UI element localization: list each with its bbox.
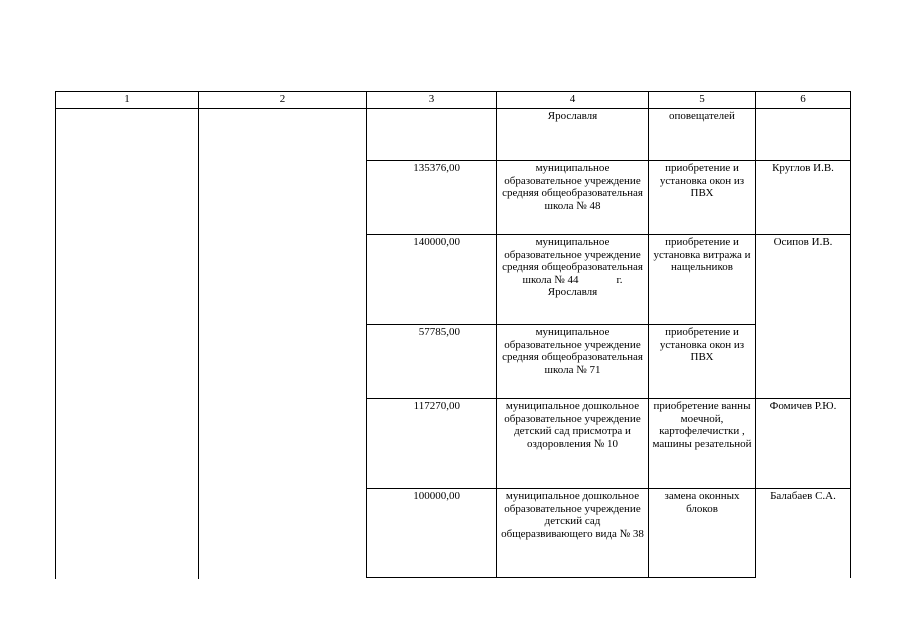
amount-cell: 140000,00	[367, 235, 497, 325]
work-cell: приобретение и установка окон из ПВХ	[649, 325, 756, 399]
institution-cell: Ярославля	[497, 109, 649, 161]
amount-cell: 135376,00	[367, 161, 497, 235]
person-cell: Осипов И.В.	[756, 235, 851, 399]
work-cell: замена оконных блоков	[649, 489, 756, 578]
header-cell-5: 5	[649, 92, 756, 109]
institution-text: муниципальное образовательное учреждение средняя общеобразовательная	[502, 236, 643, 273]
institution-cell: муниципальное дошкольное образовательное учреждение детский сад присмотра и оздоровления № 10	[497, 399, 649, 489]
person-cell	[756, 109, 851, 161]
data-table	[55, 91, 851, 578]
work-cell: приобретение и установка витража и нащельников	[649, 235, 756, 325]
institution-cell	[497, 235, 649, 325]
institution-cell: муниципальное дошкольное образовательное учреждение детский сад общеразвивающего вида № 38	[497, 489, 649, 578]
col2-empty-cell	[199, 109, 367, 579]
amount-cell: 57785,00	[367, 325, 497, 399]
institution-cell: муниципальное образовательное учреждение средняя общеобразовательная школа № 48	[497, 161, 649, 235]
header-cell-1: 1	[56, 92, 199, 109]
header-cell-3: 3	[367, 92, 497, 109]
header-cell-4: 4	[497, 92, 649, 109]
header-row	[56, 92, 851, 109]
amount-cell: 100000,00	[367, 489, 497, 578]
institution-city-prefix: г.	[616, 273, 623, 286]
amount-cell	[367, 109, 497, 161]
spacer-cell	[367, 578, 851, 579]
institution-cell: муниципальное образовательное учреждение средняя общеобразовательная школа № 71	[497, 325, 649, 399]
amount-cell: 117270,00	[367, 399, 497, 489]
work-cell: приобретение и установка окон из ПВХ	[649, 161, 756, 235]
person-cell: Круглов И.В.	[756, 161, 851, 235]
header-cell-6: 6	[756, 92, 851, 109]
header-cell-2: 2	[199, 92, 367, 109]
table-row	[56, 109, 851, 161]
work-cell: приобретение ванны моечной, картофелечистки , машины резательной	[649, 399, 756, 489]
work-cell: оповещателей	[649, 109, 756, 161]
person-cell: Балабаев С.А.	[756, 489, 851, 578]
person-cell: Фомичев Р.Ю.	[756, 399, 851, 489]
col1-empty-cell	[56, 109, 199, 579]
institution-school-number: школа № 44	[522, 273, 579, 286]
institution-city: Ярославля	[547, 286, 598, 298]
